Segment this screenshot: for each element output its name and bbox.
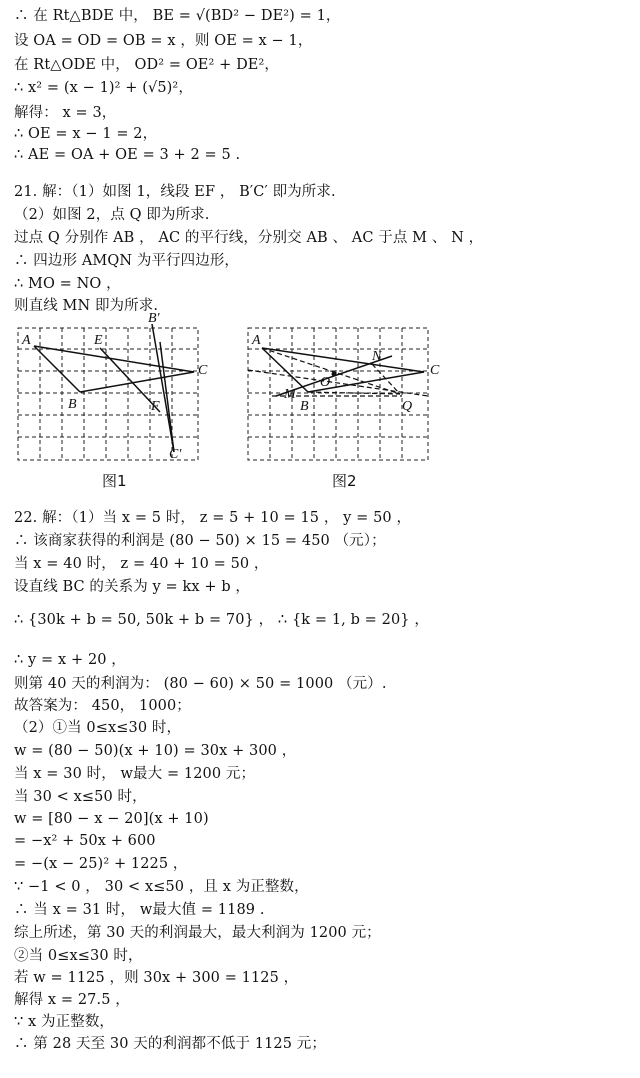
- text-line: 综上所述，第 30 天的利润最大，最大利润为 1200 元；: [14, 925, 381, 941]
- figure-2: [242, 312, 452, 472]
- text-line: ②当 0≤x≤30 时，: [14, 948, 143, 964]
- point-label-a: A: [22, 333, 31, 348]
- text-line: （2）如图 2，点 Q 即为所求.: [14, 207, 210, 223]
- text-line: 在 Rt△ODE 中， OD² = OE² + DE²，: [14, 57, 279, 73]
- point-label-q: Q: [402, 399, 413, 414]
- text-line: 故答案为： 450， 1000；: [14, 698, 191, 714]
- text-line: 22. 解：（1）当 x = 5 时， z = 5 + 10 = 15 ， y = 50 ，: [14, 510, 412, 526]
- triangle-lines: [34, 324, 194, 452]
- text-line: ∴ AE = OA + OE = 3 + 2 = 5 .: [14, 147, 241, 163]
- point-label-b-prime: B′: [148, 312, 160, 326]
- text-line: 当 x = 40 时， z = 40 + 10 = 50 ，: [14, 556, 269, 572]
- construction-lines: [248, 348, 428, 396]
- text-line: 解得： x = 3，: [14, 105, 117, 121]
- point-label-e: E: [94, 333, 103, 348]
- text-line: ∴ MO = NO ，: [14, 276, 121, 292]
- figure-1-caption: 图1: [102, 472, 127, 490]
- point-label-n: N: [372, 349, 382, 364]
- text-line: ∴ 该商家获得的利润是 (80 − 50) × 15 = 450 （元）；: [14, 533, 386, 549]
- text-line: ∴ 当 x = 31 时， w最大值 = 1189 .: [14, 902, 265, 918]
- text-line: （2）①当 0≤x≤30 时，: [14, 720, 182, 736]
- text-line: ∵ x 为正整数，: [14, 1014, 115, 1030]
- text-line: ∴ x² = (x − 1)² + (√5)²，: [14, 80, 193, 96]
- text-line: ∴ OE = x − 1 = 2，: [14, 126, 158, 142]
- point-label-m: M: [284, 387, 296, 402]
- text-line: 设直线 BC 的关系为 y = kx + b ，: [14, 579, 251, 595]
- text-line: = −x² + 50x + 600: [14, 833, 156, 849]
- point-label-a: A: [252, 333, 261, 348]
- text-line: 则第 40 天的利润为： (80 − 60) × 50 = 1000 （元）.: [14, 676, 387, 692]
- text-line: ∵ −1 < 0 ， 30 < x≤50 ，且 x 为正整数，: [14, 879, 309, 895]
- text-line: 则直线 MN 即为所求.: [14, 298, 159, 314]
- point-label-c: C: [430, 363, 440, 378]
- text-line: = −(x − 25)² + 1225 ，: [14, 856, 188, 872]
- text-line: 当 30 < x≤50 时，: [14, 789, 147, 805]
- point-label-b: B: [68, 397, 77, 412]
- text-line: ∴ 在 Rt△BDE 中， BE = √(BD² − DE²) = 1，: [14, 8, 341, 24]
- grid: [248, 328, 428, 460]
- figure-1: [10, 312, 240, 472]
- text-line: ∴ 第 28 天至 30 天的利润都不低于 1125 元；: [14, 1036, 326, 1052]
- figure-2-caption: 图2: [332, 472, 357, 490]
- text-line: w = (80 − 50)(x + 10) = 30x + 300 ，: [14, 743, 297, 759]
- text-line: ∴ {30k + b = 50, 50k + b = 70} ， ∴ {k = 1, b = 20} ，: [14, 612, 429, 628]
- point-label-f: F: [151, 399, 160, 414]
- text-line: ∴ y = x + 20 ，: [14, 652, 126, 668]
- point-label-o: O: [320, 375, 331, 390]
- text-line: 设 OA = OD = OB = x ，则 OE = x − 1，: [14, 33, 313, 49]
- text-line: 当 x = 30 时， w最大 = 1200 元；: [14, 766, 256, 782]
- text-line: 过点 Q 分别作 AB ， AC 的平行线，分别交 AB 、 AC 于点 M 、 N ，: [14, 230, 484, 246]
- point-label-b: B: [300, 399, 309, 414]
- text-line: 21. 解：（1）如图 1，线段 EF ， B′C′ 即为所求.: [14, 184, 336, 200]
- text-line: ∴ 四边形 AMQN 为平行四边形，: [14, 253, 240, 269]
- point-label-c-prime: C′: [169, 447, 182, 462]
- point-o-dot: [332, 372, 337, 377]
- point-label-c: C: [198, 363, 208, 378]
- text-line: 解得 x = 27.5 ，: [14, 992, 130, 1008]
- text-line: 若 w = 1125 ，则 30x + 300 = 1125 ，: [14, 970, 299, 986]
- text-line: w = [80 − x − 20](x + 10): [14, 811, 209, 827]
